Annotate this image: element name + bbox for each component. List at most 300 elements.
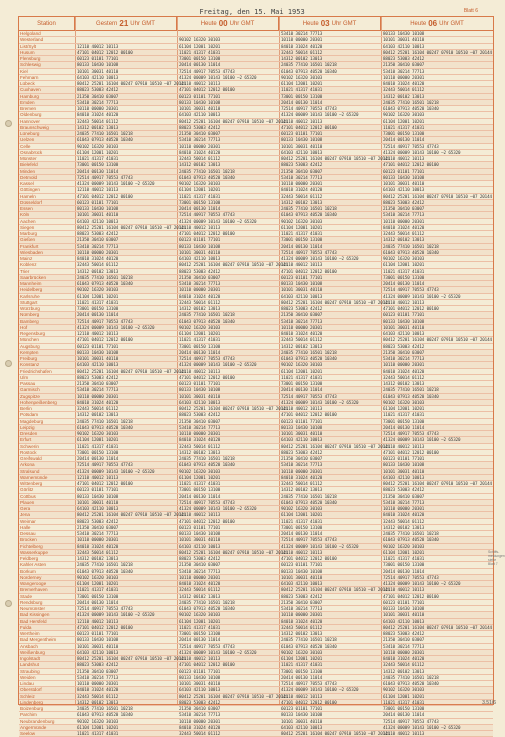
page-code: 3.51/6 (482, 700, 496, 706)
observation-cell: 14312 00102 13013 (383, 381, 425, 386)
station-name: Jena (20, 512, 30, 518)
station-name: Wiesbaden (20, 249, 43, 255)
observation-cell: 72514 40917 70553 47743 (383, 287, 439, 293)
observation-cell: 88023 53003 42412 (77, 231, 119, 236)
observation-cell: 73001 00150 13100 (179, 56, 221, 61)
observation-cell: 80412 25201 16104 00247 07910 10510 —07 20144 (383, 193, 492, 199)
observation-cell: 53410 30214 77713 (281, 174, 323, 180)
observation-cell: 80133 10430 10108 (383, 31, 425, 36)
observation-cell: 11021 41317 41031 (179, 481, 221, 486)
station-name: Warnemünde (20, 474, 48, 480)
observation-cell: 80412 25201 16104 00247 07910 10510 —07 20144 (77, 368, 186, 374)
observation-cell: 61104 12001 10201 (77, 581, 119, 586)
observation-cell: 84010 31024 40120 (77, 543, 119, 549)
observation-cell: 32443 50014 01112 (179, 299, 221, 305)
observation-cell: 14312 00102 13013 (179, 593, 221, 599)
station-name: Wangerooge (20, 581, 47, 586)
observation-cell: 11021 41317 41031 (77, 443, 119, 449)
observation-cell: 10110 00000 20301 (383, 649, 425, 655)
observation-cell: 80412 25201 16104 00247 07910 10510 —07 20144 (77, 656, 186, 661)
observation-cell: 60123 01101 77101 (77, 487, 119, 493)
observation-cell: 73001 00150 13100 (383, 706, 425, 711)
observation-cell: 10101 30031 40110 (179, 393, 221, 399)
observation-cell: 14312 00102 13013 (179, 162, 221, 168)
station-name: List/Sylt (20, 43, 37, 49)
observation-cell: 12110 40012 10113 (179, 224, 221, 230)
station-name: Trier (20, 268, 30, 274)
observation-cell: 61043 07913 40520 10340 (179, 462, 235, 468)
observation-cell: 72514 40917 70553 47743 (281, 106, 337, 111)
observation-cell: 10101 30031 40110 (281, 287, 323, 293)
observation-cell: 10110 00000 20301 (383, 362, 425, 368)
observation-cell: 60123 01101 77101 (77, 199, 119, 205)
punch-hole-icon (5, 360, 12, 367)
station-name: Essen (20, 206, 33, 211)
observation-cell: 84010 31024 40120 (179, 293, 221, 299)
observation-cell: 73001 00150 13100 (281, 93, 323, 99)
observation-cell: 24035 77410 16501 10218 (383, 531, 439, 536)
observation-cell: 11021 41317 41031 (77, 731, 119, 736)
observation-cell: 20414 00130 11014 (179, 62, 221, 68)
observation-cell: 11021 41317 41031 (281, 662, 323, 668)
observation-cell: 10110 00000 20301 (77, 106, 119, 111)
observation-cell: 73001 00150 13100 (383, 131, 425, 136)
observation-cell: 80133 10430 10108 (179, 674, 221, 680)
observation-cell: 88023 53003 42412 (383, 199, 425, 205)
observation-cell: 64103 42110 10013 (383, 43, 425, 49)
observation-cell: 84010 31024 40120 (281, 43, 323, 49)
table-row (19, 731, 493, 737)
observation-cell: 10110 00000 20301 (77, 393, 119, 399)
observation-cell: 64103 42110 10013 (281, 724, 323, 730)
observation-cell: 41324 00009 10143 10100 —2 65320 (383, 581, 461, 586)
station-name: Kiel (20, 68, 28, 74)
observation-cell: 61043 07913 40520 10340 (281, 499, 337, 505)
observation-cell: 10110 00000 20301 (281, 181, 323, 186)
station-name: Fichtelberg (20, 543, 43, 549)
observation-cell: 10101 30031 40110 (77, 356, 119, 361)
observation-cell: 24035 77410 16501 10218 (281, 493, 337, 499)
observation-cell: 21350 30410 03007 (179, 274, 221, 280)
observation-cell: 90102 16320 30103 (383, 399, 425, 405)
observation-cell: 80412 25201 16104 00247 07910 10510 —07 20144 (383, 49, 492, 55)
observation-cell: 80133 10430 10108 (77, 62, 119, 68)
observation-cell: 24035 77410 16501 10218 (179, 168, 235, 174)
station-name: Norderney (20, 574, 42, 580)
observation-cell: 61043 07913 40520 10340 (383, 681, 439, 686)
observation-cell: 21350 30410 03007 (281, 168, 323, 174)
observation-cell: 73001 00150 13100 (179, 487, 221, 493)
station-name: Dessau (20, 531, 36, 536)
station-name: Würzburg (20, 306, 40, 311)
station-name: Bremen (20, 106, 37, 111)
observation-cell: 24035 77410 16501 10218 (179, 312, 235, 318)
observation-cell: 32443 50014 01112 (281, 49, 323, 55)
observation-cell: 53410 30214 77713 (77, 387, 119, 393)
observation-cell: 53410 30214 77713 (281, 31, 323, 36)
observation-cell: 90102 16320 30103 (281, 74, 323, 80)
station-name: Bad Hersfeld (20, 618, 47, 624)
observation-cell: 10110 00000 20301 (179, 143, 221, 149)
observation-cell: 24035 77410 16501 10218 (77, 562, 133, 568)
observation-cell: 10110 00000 20301 (179, 287, 221, 293)
observation-cell: 61104 12001 10201 (179, 187, 221, 193)
observation-cell: 61104 12001 10201 (383, 406, 425, 411)
station-name: Ingolstadt (20, 656, 40, 661)
observation-cell: 73001 00150 13100 (383, 562, 425, 568)
observation-cell: 14312 00102 13013 (77, 268, 119, 274)
station-name: Parchim (20, 712, 37, 718)
observation-cell: 21350 30410 03007 (383, 349, 425, 355)
observation-cell: 12110 40012 10113 (383, 299, 425, 305)
station-name: Ansbach (20, 643, 38, 649)
observation-cell: 10101 30031 40110 (179, 106, 221, 111)
station-name: Stuttgart (20, 299, 38, 305)
observation-cell: 20414 00130 11014 (179, 349, 221, 355)
observation-cell: 24035 77410 16501 10218 (77, 418, 133, 424)
observation-cell: 72514 40917 70553 47743 (281, 393, 337, 399)
observation-cell: 60123 01101 77101 (179, 668, 221, 674)
station-name: Magdeburg (20, 418, 44, 424)
observation-cell: 14312 00102 13013 (281, 199, 323, 205)
observation-cell: 10110 00000 20301 (383, 74, 425, 80)
observation-cell: 90102 16320 30103 (77, 574, 119, 580)
observation-cell: 61043 07913 40520 10340 (383, 106, 439, 111)
observation-cell: 64103 42110 10013 (281, 437, 323, 443)
station-name: Bamberg (20, 318, 39, 324)
station-name: Osnabrück (20, 149, 43, 155)
observation-cell: 47101 04012 12012 00100 (77, 49, 133, 55)
observation-cell: 90102 16320 30103 (281, 506, 323, 511)
observation-cell: 80133 10430 10108 (77, 493, 119, 499)
observation-cell: 60123 01101 77101 (77, 343, 119, 349)
station-name: Saarbrücken (20, 274, 47, 280)
observation-cell: 80133 10430 10108 (77, 637, 119, 643)
observation-cell: 88023 53003 42412 (77, 87, 119, 93)
observation-cell: 88023 53003 42412 (383, 343, 425, 349)
observation-cell: 24035 77410 16501 10218 (77, 131, 133, 136)
station-name: Straubing (20, 668, 40, 674)
observation-cell: 61104 12001 10201 (281, 512, 323, 518)
station-name: Aachen (20, 218, 36, 224)
observation-cell: 20414 00130 11014 (77, 168, 119, 174)
observation-cell: 80133 10430 10108 (383, 318, 425, 324)
observation-cell: 10110 00000 20301 (77, 249, 119, 255)
station-name: Göttingen (20, 187, 40, 193)
observation-cell: 24035 77410 16501 10218 (383, 674, 439, 680)
observation-cell: 80412 25201 16104 00247 07910 10510 —07 20144 (281, 156, 390, 161)
observation-cell: 10101 30031 40110 (77, 68, 119, 74)
column-label: Station (37, 20, 56, 27)
observation-cell: 61104 12001 10201 (179, 618, 221, 624)
observation-cell: 60123 01101 77101 (383, 312, 425, 318)
observation-cell: 12110 40012 10113 (281, 406, 323, 411)
observation-cell: 61104 12001 10201 (179, 43, 221, 49)
observation-cell: 60123 01101 77101 (281, 418, 323, 424)
observation-cell: 61104 12001 10201 (281, 656, 323, 661)
observation-cell: 80133 10430 10108 (281, 281, 323, 286)
observation-cell: 47101 04012 12012 00100 (281, 268, 337, 274)
observation-cell: 80412 25201 16104 00247 07910 10510 —07 20144 (77, 224, 186, 230)
observation-cell: 10101 30031 40110 (77, 212, 119, 218)
observation-cell: 41324 00009 10143 10100 —2 65320 (383, 149, 461, 155)
observation-cell: 64103 42110 10013 (179, 543, 221, 549)
observation-cell: 72514 40917 70553 47743 (281, 249, 337, 255)
observation-cell: 20414 00130 11014 (383, 568, 425, 574)
observation-cell: 53410 30214 77713 (383, 68, 425, 74)
observation-cell: 14312 00102 13013 (77, 699, 119, 705)
observation-cell: 11021 41317 41031 (383, 556, 425, 561)
observation-cell: 41324 00009 10143 10100 —2 65320 (281, 256, 359, 261)
observation-cell: 53410 30214 77713 (179, 712, 221, 718)
station-name: München (20, 337, 39, 343)
station-name: Arkona (20, 462, 35, 468)
observation-cell: 64103 42110 10013 (179, 687, 221, 693)
observation-cell: 84010 31024 40120 (77, 687, 119, 693)
observation-cell: 73001 00150 13100 (77, 449, 119, 455)
observation-cell: 41324 00009 10143 10100 —2 65320 (179, 649, 257, 655)
observation-cell: 11021 41317 41031 (281, 518, 323, 524)
observation-cell: 61043 07913 40520 10340 (383, 537, 439, 543)
station-name: Lübeck (20, 81, 35, 86)
station-name: Freiburg (20, 356, 38, 361)
station-name: Mainz (20, 256, 33, 261)
station-name: Fehmarn (20, 74, 39, 80)
observation-cell: 90102 16320 30103 (383, 112, 425, 118)
observation-cell: 12110 40012 10113 (281, 262, 323, 268)
observation-cell: 64103 42110 10013 (383, 187, 425, 193)
station-name: Passau (20, 381, 36, 386)
observation-cell: 84010 31024 40120 (383, 512, 425, 518)
observation-cell: 10101 30031 40110 (383, 181, 425, 186)
observation-cell: 20414 00130 11014 (383, 137, 425, 143)
observation-cell: 64103 42110 10013 (77, 218, 119, 224)
observation-cell: 41324 00009 10143 10100 —2 65320 (179, 362, 257, 368)
observation-cell: 90102 16320 30103 (383, 687, 425, 693)
observation-cell: 32443 50014 01112 (179, 731, 221, 736)
observation-cell: 11021 41317 41031 (281, 87, 323, 93)
station-name: Dresden (20, 431, 38, 436)
station-name: Halle (20, 524, 31, 530)
observation-cell: 14312 00102 13013 (281, 343, 323, 349)
station-name: Leipzig (20, 424, 35, 430)
station-name: Kempten (20, 349, 39, 355)
station-name: Ulm (20, 374, 29, 380)
observation-cell: 60123 01101 77101 (179, 381, 221, 386)
station-name: Frankfurt (20, 243, 39, 249)
observation-cell: 24035 77410 16501 10218 (383, 243, 439, 249)
observation-cell: 73001 00150 13100 (77, 162, 119, 168)
observation-cell: 10101 30031 40110 (383, 612, 425, 618)
observation-cell: 88023 53003 42412 (383, 56, 425, 61)
observation-cell: 84010 31024 40120 (77, 399, 119, 405)
observation-cell: 88023 53003 42412 (179, 412, 221, 418)
station-name: Augsburg (20, 343, 40, 349)
station-name: Wasserkuppe (20, 549, 48, 555)
station-name: Weiden (20, 674, 36, 680)
observation-cell: 21350 30410 03007 (179, 418, 221, 424)
observation-cell: 21350 30410 03007 (281, 599, 323, 605)
station-name: Gießen (20, 237, 36, 243)
observation-cell: 64103 42110 10013 (77, 74, 119, 80)
observation-cell: 72514 40917 70553 47743 (77, 174, 133, 180)
observation-cell: 10110 00000 20301 (77, 537, 119, 543)
observation-cell: 47101 04012 12012 00100 (179, 87, 235, 93)
observation-cell: 10101 30031 40110 (281, 574, 323, 580)
observation-cell: 20414 00130 11014 (179, 493, 221, 499)
observation-cell: 20414 00130 11014 (77, 312, 119, 318)
observation-cell: 10101 30031 40110 (77, 499, 119, 505)
observation-cell: 61043 07913 40520 10340 (383, 393, 439, 399)
observation-cell: 61104 12001 10201 (281, 81, 323, 86)
observation-cell: 80133 10430 10108 (77, 349, 119, 355)
observation-cell: 72514 40917 70553 47743 (179, 212, 235, 218)
station-name: Minden (20, 168, 36, 174)
observation-cell: 32443 50014 01112 (77, 693, 119, 699)
observation-cell: 10110 00000 20301 (383, 506, 425, 511)
observation-cell: 12110 40012 10113 (383, 587, 425, 593)
observation-cell: 84010 31024 40120 (77, 112, 119, 118)
observation-cell: 47101 04012 12012 00100 (77, 337, 133, 343)
observation-cell: 72514 40917 70553 47743 (179, 356, 235, 361)
observation-cell: 10101 30031 40110 (179, 681, 221, 686)
station-name: Weißenburg (20, 649, 45, 655)
observation-cell: 72514 40917 70553 47743 (179, 643, 235, 649)
observation-cell: 47101 04012 12012 00100 (179, 231, 235, 236)
observation-cell: 11021 41317 41031 (383, 268, 425, 274)
observation-cell: 80133 10430 10108 (179, 99, 221, 105)
observation-cell: 61043 07913 40520 10340 (179, 318, 235, 324)
observation-cell: 60123 01101 77101 (281, 131, 323, 136)
observation-cell: 88023 53003 42412 (383, 487, 425, 493)
observation-cell: 90102 16320 30103 (281, 218, 323, 224)
observation-cell: 12110 40012 10113 (77, 331, 119, 336)
station-name: Detmold (20, 174, 38, 180)
observation-cell: 10101 30031 40110 (383, 468, 425, 474)
observation-cell: 61104 12001 10201 (77, 293, 119, 299)
observation-cell: 12110 40012 10113 (383, 156, 425, 161)
observation-cell: 24035 77410 16501 10218 (281, 206, 337, 211)
observation-cell: 88023 53003 42412 (179, 268, 221, 274)
observation-cell: 64103 42110 10013 (383, 618, 425, 624)
observation-cell: 41324 00009 10143 10100 —2 65320 (281, 399, 359, 405)
observation-cell: 10101 30031 40110 (179, 249, 221, 255)
observation-cell: 14312 00102 13013 (281, 487, 323, 493)
observation-cell: 64103 42110 10013 (77, 649, 119, 655)
observation-cell: 60123 01101 77101 (383, 456, 425, 461)
observation-cell: 14312 00102 13013 (281, 56, 323, 61)
page-title: Freitag, den 15. Mai 1953 (199, 8, 305, 16)
station-name: Emden (20, 99, 35, 105)
observation-cell: 60123 01101 77101 (77, 56, 119, 61)
observation-cell: 80133 10430 10108 (179, 531, 221, 536)
station-name: Feldberg (20, 556, 39, 561)
observation-cell: 10110 00000 20301 (179, 574, 221, 580)
observation-cell: 60123 01101 77101 (179, 93, 221, 99)
station-name: Garmisch (20, 387, 40, 393)
station-name: Weimar (20, 518, 36, 524)
observation-cell: 11021 41317 41031 (179, 624, 221, 630)
observation-cell: 80133 10430 10108 (281, 712, 323, 718)
observation-cell: 84010 31024 40120 (383, 81, 425, 86)
observation-cell: 21350 30410 03007 (383, 62, 425, 68)
station-name: Hamburg (20, 93, 39, 99)
observation-cell: 53410 30214 77713 (179, 424, 221, 430)
observation-cell: 47101 04012 12012 00100 (281, 556, 337, 561)
observation-cell: 41324 00009 10143 10100 —2 65320 (77, 181, 155, 186)
observation-cell: 32443 50014 01112 (383, 231, 425, 236)
observation-cell: 84010 31024 40120 (383, 224, 425, 230)
observation-cell: 32443 50014 01112 (77, 549, 119, 555)
station-name: Potsdam (20, 412, 39, 418)
observation-cell: 32443 50014 01112 (179, 443, 221, 449)
observation-cell: 10101 30031 40110 (281, 143, 323, 149)
station-name: Flensburg (20, 56, 41, 61)
observation-cell: 47101 04012 12012 00100 (281, 412, 337, 418)
observation-cell: 20414 00130 11014 (77, 456, 119, 461)
observation-cell: 53410 30214 77713 (383, 356, 425, 361)
station-name: Zugspitze (20, 393, 40, 399)
station-name: Celle (20, 143, 31, 149)
station-name: Angermünde (20, 724, 47, 730)
observation-cell: 53410 30214 77713 (77, 99, 119, 105)
observation-cell: 21350 30410 03007 (383, 493, 425, 499)
station-name: Münster (20, 156, 37, 161)
observation-cell: 72514 40917 70553 47743 (77, 606, 133, 611)
station-name: Lindau (20, 681, 34, 686)
observation-cell: 84010 31024 40120 (179, 437, 221, 443)
observation-cell: 21350 30410 03007 (281, 312, 323, 318)
observation-cell: 47101 04012 12012 00100 (77, 481, 133, 486)
observation-cell: 80412 25201 16104 00247 07910 10510 —07 20144 (281, 731, 390, 736)
observation-cell: 32443 50014 01112 (383, 662, 425, 668)
observation-cell: 80412 25201 16104 00247 07910 10510 —07 20144 (77, 81, 186, 86)
observation-cell: 64103 42110 10013 (383, 474, 425, 480)
observation-cell: 88023 53003 42412 (77, 518, 119, 524)
observation-cell: 80412 25201 16104 00247 07910 10510 —07 20144 (77, 512, 186, 518)
observation-cell: 11021 41317 41031 (281, 374, 323, 380)
observation-cell: 41324 00009 10143 10100 —2 65320 (281, 543, 359, 549)
station-name: Husum (20, 49, 35, 55)
observation-cell: 80412 25201 16104 00247 07910 10510 —07 20144 (179, 549, 288, 555)
observation-cell: 11021 41317 41031 (179, 49, 221, 55)
observation-cell: 90102 16320 30103 (77, 431, 119, 436)
observation-cell: 14312 00102 13013 (77, 124, 119, 130)
observation-cell: 61104 12001 10201 (383, 118, 425, 124)
observation-cell: 90102 16320 30103 (179, 612, 221, 618)
observation-cell: 88023 53003 42412 (179, 699, 221, 705)
observation-cell: 20414 00130 11014 (383, 424, 425, 430)
observation-cell: 47101 04012 12012 00100 (281, 699, 337, 705)
observation-cell: 80133 10430 10108 (77, 206, 119, 211)
observation-cell: 90102 16320 30103 (77, 287, 119, 293)
station-name: Bad Kissingen (20, 612, 50, 618)
observation-cell: 20414 00130 11014 (179, 206, 221, 211)
observation-cell: 72514 40917 70553 47743 (383, 431, 439, 436)
observation-cell: 47101 04012 12012 00100 (179, 662, 235, 668)
observation-cell: 11021 41317 41031 (77, 299, 119, 305)
observation-cell: 80412 25201 16104 00247 07910 10510 —07 20144 (179, 406, 288, 411)
observation-cell: 20414 00130 11014 (383, 712, 425, 718)
observation-cell: 32443 50014 01112 (383, 374, 425, 380)
station-name: Kassel (20, 181, 34, 186)
observation-cell: 32443 50014 01112 (281, 624, 323, 630)
station-name: Stralsund (20, 468, 40, 474)
station-name: Oldenburg (20, 112, 42, 118)
observation-cell: 14312 00102 13013 (179, 449, 221, 455)
observation-cell: 21350 30410 03007 (77, 668, 119, 674)
observation-cell: 12110 40012 10113 (77, 187, 119, 193)
